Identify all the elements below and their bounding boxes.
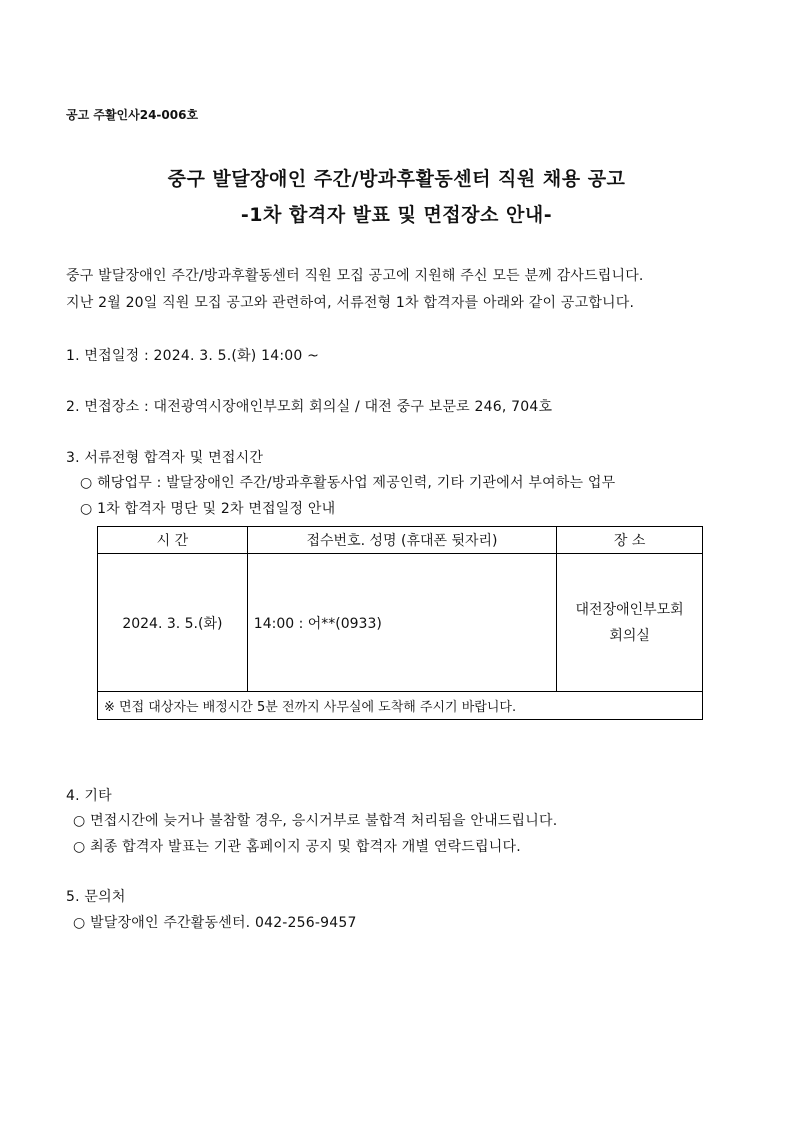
table-cell-time: 2024. 3. 5.(화) xyxy=(98,554,248,692)
section-results-heading: 3. 서류전형 합격자 및 면접시간 xyxy=(66,450,264,466)
section-interview-place: 2. 면접장소 : 대전광역시장애인부모회 회의실 / 대전 중구 보문로 246, 704호 xyxy=(66,399,553,415)
section-results-item-list: ○ 1차 합격자 명단 및 2차 면접일정 안내 xyxy=(80,501,336,517)
intro-line-1: 중구 발달장애인 주간/방과후활동센터 직원 모집 공고에 지원해 주신 모든 분께 감사드립니다. xyxy=(66,268,644,284)
section-etc-heading: 4. 기타 xyxy=(66,788,112,804)
table-cell-place xyxy=(557,554,703,692)
table-header-row xyxy=(98,527,703,554)
notice-number: 공고 주활인사24-006호 xyxy=(66,108,199,122)
table-header-time: 시 간 xyxy=(98,527,248,554)
table-note-row xyxy=(98,692,703,720)
section-interview-schedule: 1. 면접일정 : 2024. 3. 5.(화) 14:00 ~ xyxy=(66,348,320,364)
place-line-2: 회의실 xyxy=(609,627,650,644)
place-line-1: 대전장애인부모회 xyxy=(575,601,684,618)
table-note: ※ 면접 대상자는 배정시간 5분 전까지 사무실에 도착해 주시기 바랍니다. xyxy=(98,692,703,720)
section-etc-item-absence: ○ 면접시간에 늦거나 불참할 경우, 응시거부로 불합격 처리됨을 안내드립니다. xyxy=(73,813,558,829)
section-results-item-duty: ○ 해당업무 : 발달장애인 주간/방과후활동사업 제공인력, 기타 기관에서 부여하는 업무 xyxy=(80,475,616,491)
intro-line-2: 지난 2월 20일 직원 모집 공고와 관련하여, 서류전형 1차 합격자를 아래와 같이 공고합니다. xyxy=(66,295,635,311)
page-title: 중구 발달장애인 주간/방과후활동센터 직원 채용 공고 xyxy=(167,168,626,190)
table-header-applicant: 접수번호. 성명 (휴대폰 뒷자리) xyxy=(247,527,556,554)
schedule-table xyxy=(97,526,703,720)
section-etc-item-final: ○ 최종 합격자 발표는 기관 홈페이지 공지 및 합격자 개별 연락드립니다. xyxy=(73,839,521,855)
section-contact-item: ○ 발달장애인 주간활동센터. 042-256-9457 xyxy=(73,915,357,931)
page-subtitle: -1차 합격자 발표 및 면접장소 안내- xyxy=(240,204,553,226)
table-row xyxy=(98,554,703,692)
table-header-place: 장 소 xyxy=(557,527,703,554)
section-contact-heading: 5. 문의처 xyxy=(66,889,126,905)
table-cell-applicant: 14:00 : 어**(0933) xyxy=(247,554,556,692)
